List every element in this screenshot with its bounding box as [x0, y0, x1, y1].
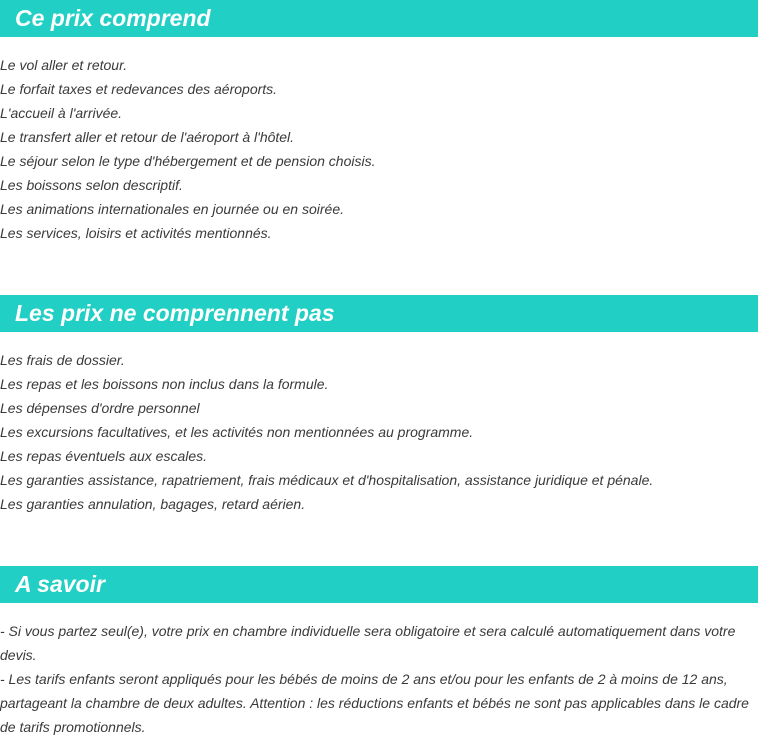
list-item: Les garanties annulation, bagages, retard aérien.	[0, 496, 306, 512]
note-paragraph: - Les tarifs enfants seront appliqués pour les bébés de moins de 2 ans et/ou pour les enfants de 2 à moins de 12 ans, partageant la chambre de deux adultes. Attention : les réductions enfants et bébés ne sont pas applicables dans le cadre de tarifs promotionnels.	[0, 671, 749, 735]
list-item: Les dépenses d'ordre personnel	[0, 400, 200, 416]
list-item: Le séjour selon le type d'hébergement et de pension choisis.	[0, 153, 376, 169]
included-list	[0, 53, 758, 245]
section-title-to-know: A savoir	[0, 566, 758, 603]
list-item: Les repas éventuels aux escales.	[0, 448, 208, 464]
list-item: Le forfait taxes et redevances des aéroports.	[0, 81, 278, 97]
to-know-notes	[0, 619, 750, 739]
note-paragraph: - Si vous partez seul(e), votre prix en chambre individuelle sera obligatoire et sera calculé automatiquement dans votre devis.	[0, 623, 736, 663]
list-item: Les animations internationales en journée ou en soirée.	[0, 201, 345, 217]
list-item: L'accueil à l'arrivée.	[0, 105, 123, 121]
list-item: Les excursions facultatives, et les activités non mentionnées au programme.	[0, 424, 474, 440]
list-item: Le vol aller et retour.	[0, 57, 128, 73]
section-title-not-included: Les prix ne comprennent pas	[0, 295, 758, 332]
list-item: Les repas et les boissons non inclus dans la formule.	[0, 376, 329, 392]
list-item: Le transfert aller et retour de l'aéroport à l'hôtel.	[0, 129, 295, 145]
list-item: Les services, loisirs et activités mentionnés.	[0, 225, 272, 241]
list-item: Les frais de dossier.	[0, 352, 125, 368]
section-title-included: Ce prix comprend	[0, 0, 758, 37]
list-item: Les boissons selon descriptif.	[0, 177, 183, 193]
list-item: Les garanties assistance, rapatriement, frais médicaux et d'hospitalisation, assistance juridique et pénale.	[0, 472, 654, 488]
not-included-list	[0, 348, 758, 516]
